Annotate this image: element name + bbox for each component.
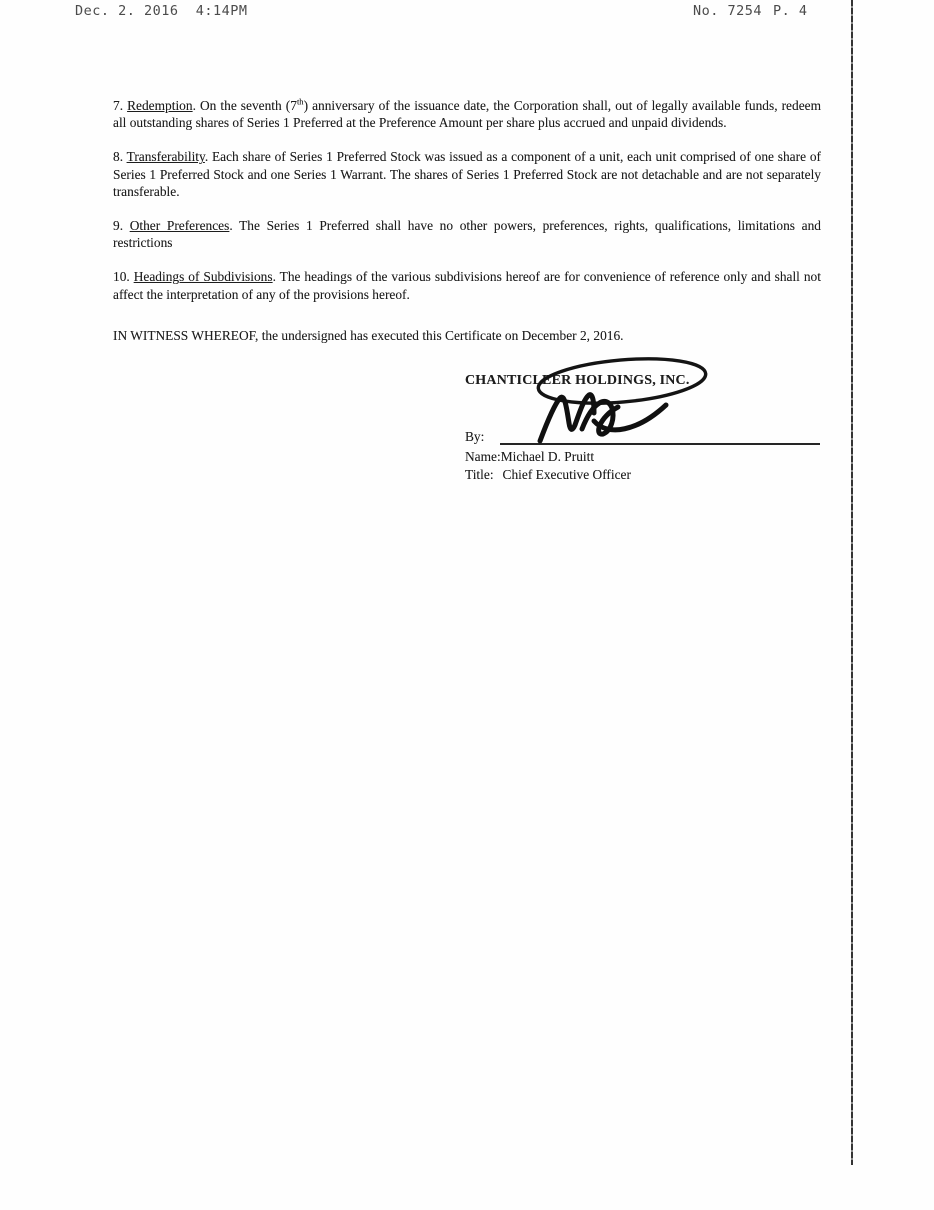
name-label: Name:: [465, 449, 501, 464]
paragraph-body-after: ) anniversary of the issuance date, the Corporation shall, out of legally available funds, redeem all outstanding shares of Series 1 Preferred at the Preference Amount per share plus accrued and unpaid dividends.: [113, 98, 821, 131]
fax-page-number: P. 4: [773, 3, 808, 19]
fax-timestamp: Dec. 2. 2016 4:14PM: [75, 3, 248, 19]
paragraph-body: . Each share of Series 1 Preferred Stock was issued as a component of a unit, each unit comprised of one share of Series 1 Preferred Stock and one Series 1 Warrant. The shares of Series 1 Preferred Stock are not detachable and are not separately transferable.: [113, 149, 821, 199]
paragraph-10: [113, 268, 821, 302]
paragraph-8: [113, 148, 821, 200]
paragraph-body: . On the seventh (7: [192, 98, 297, 113]
paragraph-heading: Other Preferences: [129, 218, 230, 234]
paragraph-9: [113, 217, 821, 251]
paragraph-number: 7.: [113, 98, 124, 113]
scan-edge-line: [851, 0, 853, 1165]
paragraph-number: 10.: [113, 269, 130, 285]
name-value: Michael D. Pruitt: [500, 449, 595, 464]
signature-block: [465, 373, 835, 493]
paragraph-body: . The headings of the various subdivisions hereof are for convenience of reference only and shall not affect the interpretation of any of the provisions hereof.: [113, 269, 821, 302]
witness-clause: IN WITNESS WHEREOF, the undersigned has executed this Certificate on December 2, 2016.: [113, 327, 624, 343]
paragraph-7: [113, 97, 821, 131]
paragraph-heading: Headings of Subdivisions: [133, 269, 273, 285]
title-label: Title:: [465, 467, 494, 482]
fax-number: No. 7254: [693, 3, 763, 19]
by-label: By:: [465, 429, 485, 444]
paragraph-number: 8.: [113, 149, 124, 165]
signature-line: [500, 443, 820, 445]
paragraph-body: . The Series 1 Preferred shall have no other powers, preferences, rights, qualifications, limitations and restrictions: [113, 218, 821, 251]
name-row: [465, 449, 594, 465]
paragraph-number: 9.: [113, 218, 124, 234]
document-body: [113, 97, 821, 361]
company-name: CHANTICLEER HOLDINGS, INC.: [465, 373, 690, 388]
title-row: [465, 467, 631, 483]
paragraph-heading: Transferability: [126, 149, 205, 165]
ordinal-superscript: th: [296, 96, 304, 107]
paragraph-heading: Redemption: [127, 98, 193, 113]
title-value: Chief Executive Officer: [502, 467, 631, 482]
